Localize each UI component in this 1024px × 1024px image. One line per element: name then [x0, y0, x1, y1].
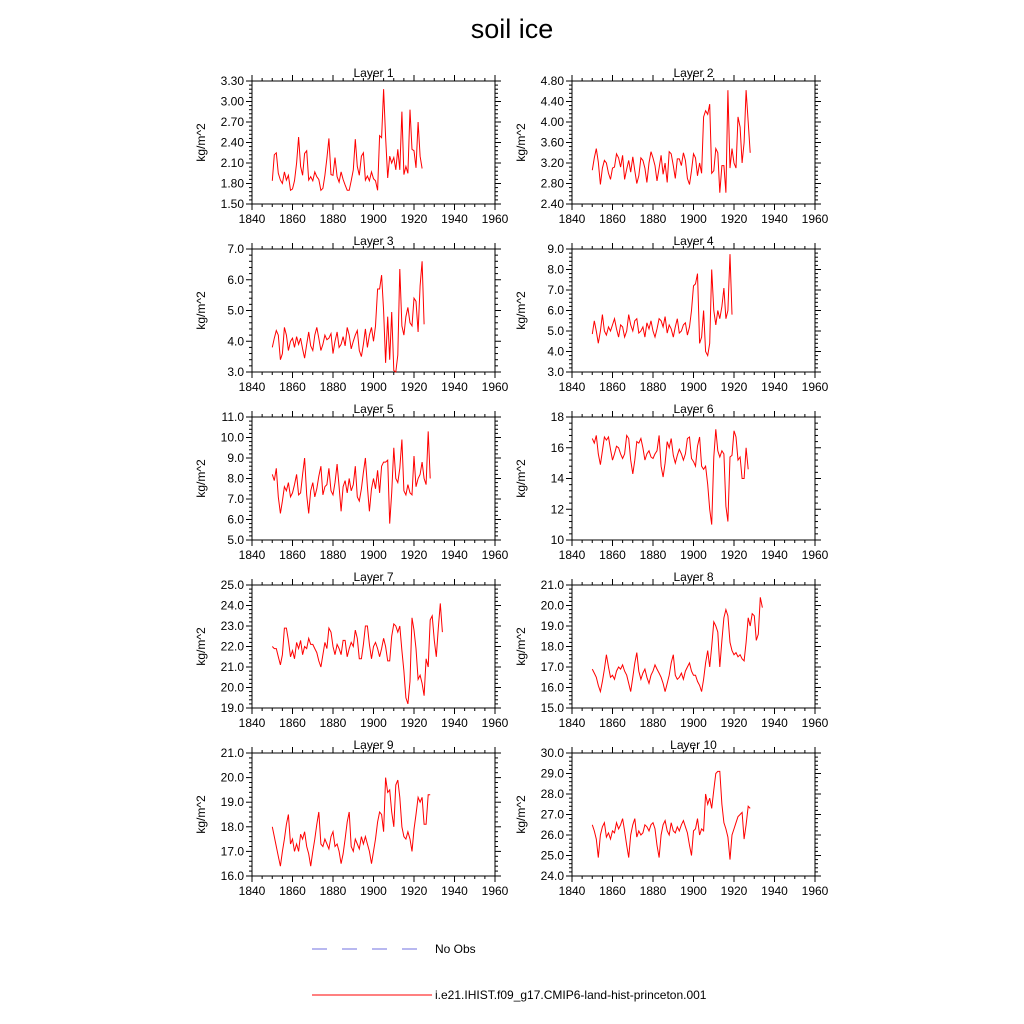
- y-tick-label-2: 4.00: [540, 115, 564, 129]
- x-tick-label-6: 1840: [558, 548, 586, 562]
- y-tick-label-5: 8.0: [227, 471, 244, 486]
- x-tick-label-9: 1960: [481, 884, 509, 898]
- x-tick-label-5: 1940: [441, 548, 468, 562]
- y-tick-label-1: 1.80: [220, 176, 244, 191]
- x-tick-label-5: 1920: [400, 548, 428, 562]
- legend-model-swatch: [312, 990, 432, 1000]
- y-tick-label-1: 1.50: [220, 197, 244, 211]
- x-tick-label-2: 1900: [680, 212, 707, 226]
- y-tick-label-6: 18: [550, 410, 564, 424]
- y-tick-label-8: 21.0: [540, 578, 564, 592]
- y-tick-label-9: 20.0: [220, 770, 244, 785]
- x-tick-label-3: 1880: [319, 380, 347, 394]
- x-tick-label-1: 1960: [481, 212, 509, 226]
- x-tick-label-1: 1840: [238, 212, 266, 226]
- legend-obs-label: No Obs: [435, 942, 476, 956]
- y-tick-label-4: 7.0: [547, 283, 564, 297]
- y-tick-label-6: 14: [550, 471, 564, 486]
- x-tick-label-5: 1960: [481, 548, 509, 562]
- x-tick-label-10: 1880: [639, 884, 667, 898]
- panel-title-5: Layer 5: [353, 402, 394, 416]
- series-line-7: [272, 603, 442, 704]
- x-tick-label-2: 1960: [801, 212, 829, 226]
- x-tick-label-4: 1840: [558, 380, 586, 394]
- y-axis-label-2: kg/m^2: [514, 123, 528, 162]
- x-tick-label-10: 1960: [801, 884, 829, 898]
- y-tick-label-2: 3.20: [540, 156, 564, 170]
- y-tick-label-2: 3.60: [540, 135, 564, 150]
- y-tick-label-7: 19.0: [220, 701, 244, 715]
- y-tick-label-5: 10.0: [220, 430, 244, 445]
- y-tick-label-10: 25.0: [540, 848, 564, 863]
- legend-model-label: i.e21.IHIST.f09_g17.CMIP6-land-hist-princeton.001: [435, 988, 707, 1002]
- panel-title-2: Layer 2: [673, 66, 714, 80]
- x-tick-label-9: 1860: [279, 884, 306, 898]
- x-tick-label-10: 1920: [720, 884, 748, 898]
- y-tick-label-10: 28.0: [540, 787, 564, 801]
- y-tick-label-9: 21.0: [220, 746, 244, 760]
- series-line-5: [272, 431, 430, 523]
- x-tick-label-5: 1880: [319, 548, 347, 562]
- y-tick-label-1: 3.00: [220, 94, 244, 109]
- panel-title-10: Layer 10: [670, 738, 717, 752]
- y-tick-label-3: 4.0: [227, 334, 244, 349]
- y-axis-label-1: kg/m^2: [194, 123, 208, 162]
- y-tick-label-2: 4.40: [540, 94, 564, 109]
- y-axis-label-10: kg/m^2: [514, 795, 528, 834]
- y-tick-label-7: 25.0: [220, 578, 244, 592]
- panel-title-9: Layer 9: [353, 738, 394, 752]
- y-axis-label-5: kg/m^2: [194, 459, 208, 498]
- panel-frame-4: [572, 249, 815, 372]
- y-tick-label-7: 20.0: [220, 680, 244, 695]
- y-tick-label-8: 17.0: [540, 660, 564, 674]
- panel-frame-3: [252, 249, 495, 372]
- x-tick-label-2: 1940: [761, 212, 788, 226]
- y-tick-label-8: 18.0: [540, 639, 564, 654]
- x-tick-label-8: 1840: [558, 716, 586, 730]
- y-tick-label-6: 16: [550, 440, 564, 455]
- series-line-9: [272, 778, 430, 867]
- x-tick-label-1: 1940: [441, 212, 468, 226]
- y-tick-label-10: 27.0: [540, 807, 564, 822]
- y-tick-label-7: 23.0: [220, 619, 244, 633]
- y-tick-label-9: 17.0: [220, 844, 244, 859]
- panel-title-1: Layer 1: [353, 66, 394, 80]
- y-tick-label-7: 24.0: [220, 598, 244, 613]
- x-tick-label-3: 1940: [441, 380, 468, 394]
- x-tick-label-9: 1940: [441, 884, 468, 898]
- y-tick-label-2: 2.40: [540, 197, 564, 211]
- x-tick-label-10: 1840: [558, 884, 586, 898]
- x-tick-label-3: 1920: [400, 380, 428, 394]
- x-tick-label-8: 1860: [599, 716, 626, 730]
- x-tick-label-4: 1940: [761, 380, 788, 394]
- x-tick-label-6: 1940: [761, 548, 788, 562]
- x-tick-label-4: 1860: [599, 380, 626, 394]
- y-tick-label-1: 3.30: [220, 74, 244, 88]
- series-line-2: [592, 90, 750, 193]
- panel-frame-8: [572, 585, 815, 708]
- x-tick-label-1: 1880: [319, 212, 347, 226]
- y-axis-label-7: kg/m^2: [194, 627, 208, 666]
- x-tick-label-9: 1840: [238, 884, 266, 898]
- y-tick-label-9: 18.0: [220, 819, 244, 834]
- y-tick-label-9: 19.0: [220, 795, 244, 810]
- panel-title-3: Layer 3: [353, 234, 394, 248]
- y-tick-label-4: 6.0: [547, 303, 564, 318]
- x-tick-label-9: 1900: [360, 884, 387, 898]
- x-tick-label-7: 1900: [360, 716, 387, 730]
- x-tick-label-4: 1960: [801, 380, 829, 394]
- y-tick-label-5: 6.0: [227, 512, 244, 527]
- y-tick-label-4: 4.0: [547, 344, 564, 359]
- x-tick-label-1: 1900: [360, 212, 387, 226]
- y-tick-label-8: 16.0: [540, 680, 564, 695]
- y-tick-label-4: 3.0: [547, 365, 564, 379]
- x-tick-label-5: 1840: [238, 548, 266, 562]
- x-tick-label-7: 1920: [400, 716, 428, 730]
- y-tick-label-4: 9.0: [547, 242, 564, 256]
- y-tick-label-8: 15.0: [540, 701, 564, 715]
- y-axis-label-3: kg/m^2: [194, 291, 208, 330]
- y-axis-label-4: kg/m^2: [514, 291, 528, 330]
- x-tick-label-8: 1880: [639, 716, 667, 730]
- x-tick-label-9: 1880: [319, 884, 347, 898]
- panel-title-8: Layer 8: [673, 570, 714, 584]
- x-tick-label-6: 1860: [599, 548, 626, 562]
- y-tick-label-10: 29.0: [540, 766, 564, 781]
- x-tick-label-3: 1960: [481, 380, 509, 394]
- x-tick-label-3: 1900: [360, 380, 387, 394]
- x-tick-label-10: 1900: [680, 884, 707, 898]
- legend-obs-swatch: [312, 944, 422, 954]
- y-tick-label-3: 5.0: [227, 303, 244, 318]
- x-tick-label-6: 1900: [680, 548, 707, 562]
- x-tick-label-1: 1860: [279, 212, 306, 226]
- y-tick-label-7: 21.0: [220, 660, 244, 674]
- y-tick-label-5: 7.0: [227, 492, 244, 506]
- panel-frame-6: [572, 417, 815, 540]
- y-tick-label-8: 20.0: [540, 598, 564, 613]
- x-tick-label-5: 1860: [279, 548, 306, 562]
- x-tick-label-10: 1860: [599, 884, 626, 898]
- x-tick-label-5: 1900: [360, 548, 387, 562]
- x-tick-label-10: 1940: [761, 884, 788, 898]
- x-tick-label-7: 1880: [319, 716, 347, 730]
- y-tick-label-2: 2.80: [540, 176, 564, 191]
- x-tick-label-6: 1880: [639, 548, 667, 562]
- y-tick-label-4: 8.0: [547, 262, 564, 277]
- x-tick-label-2: 1860: [599, 212, 626, 226]
- chart-title: soil ice: [470, 14, 554, 44]
- series-line-10: [592, 771, 750, 859]
- x-tick-label-3: 1860: [279, 380, 306, 394]
- y-tick-label-9: 16.0: [220, 869, 244, 883]
- x-tick-label-2: 1920: [720, 212, 748, 226]
- panel-frame-10: [572, 753, 815, 876]
- x-tick-label-8: 1940: [761, 716, 788, 730]
- y-tick-label-4: 5.0: [547, 324, 564, 338]
- x-tick-label-7: 1940: [441, 716, 468, 730]
- y-tick-label-1: 2.10: [220, 156, 244, 170]
- y-tick-label-3: 7.0: [227, 242, 244, 256]
- series-line-1: [272, 89, 422, 190]
- y-tick-label-1: 2.40: [220, 135, 244, 150]
- y-tick-label-5: 5.0: [227, 533, 244, 547]
- y-tick-label-3: 3.0: [227, 365, 244, 379]
- panel-frame-1: [252, 81, 495, 204]
- y-tick-label-8: 19.0: [540, 619, 564, 633]
- y-axis-label-9: kg/m^2: [194, 795, 208, 834]
- x-tick-label-7: 1840: [238, 716, 266, 730]
- x-tick-label-8: 1960: [801, 716, 829, 730]
- x-tick-label-4: 1900: [680, 380, 707, 394]
- panel-title-7: Layer 7: [353, 570, 394, 584]
- panel-title-6: Layer 6: [673, 402, 714, 416]
- series-line-4: [592, 254, 732, 356]
- y-tick-label-1: 2.70: [220, 115, 244, 129]
- y-tick-label-10: 30.0: [540, 746, 564, 760]
- series-line-6: [592, 429, 748, 524]
- x-tick-label-4: 1880: [639, 380, 667, 394]
- y-tick-label-7: 22.0: [220, 639, 244, 654]
- y-tick-label-5: 9.0: [227, 451, 244, 465]
- series-line-3: [272, 261, 424, 372]
- y-axis-label-6: kg/m^2: [514, 459, 528, 498]
- x-tick-label-8: 1900: [680, 716, 707, 730]
- x-tick-label-7: 1860: [279, 716, 306, 730]
- panel-title-4: Layer 4: [673, 234, 714, 248]
- x-tick-label-7: 1960: [481, 716, 509, 730]
- y-tick-label-2: 4.80: [540, 74, 564, 88]
- panel-frame-2: [572, 81, 815, 204]
- x-tick-label-9: 1920: [400, 884, 428, 898]
- y-tick-label-10: 26.0: [540, 828, 564, 842]
- y-axis-label-8: kg/m^2: [514, 627, 528, 666]
- y-tick-label-6: 12: [550, 502, 564, 517]
- y-tick-label-3: 6.0: [227, 272, 244, 287]
- x-tick-label-2: 1840: [558, 212, 586, 226]
- x-tick-label-2: 1880: [639, 212, 667, 226]
- y-tick-label-10: 24.0: [540, 869, 564, 883]
- y-tick-label-6: 10: [550, 533, 564, 547]
- x-tick-label-4: 1920: [720, 380, 748, 394]
- y-tick-label-5: 11.0: [221, 410, 244, 424]
- x-tick-label-3: 1840: [238, 380, 266, 394]
- x-tick-label-8: 1920: [720, 716, 748, 730]
- x-tick-label-1: 1920: [400, 212, 428, 226]
- x-tick-label-6: 1920: [720, 548, 748, 562]
- series-line-8: [592, 597, 762, 691]
- x-tick-label-6: 1960: [801, 548, 829, 562]
